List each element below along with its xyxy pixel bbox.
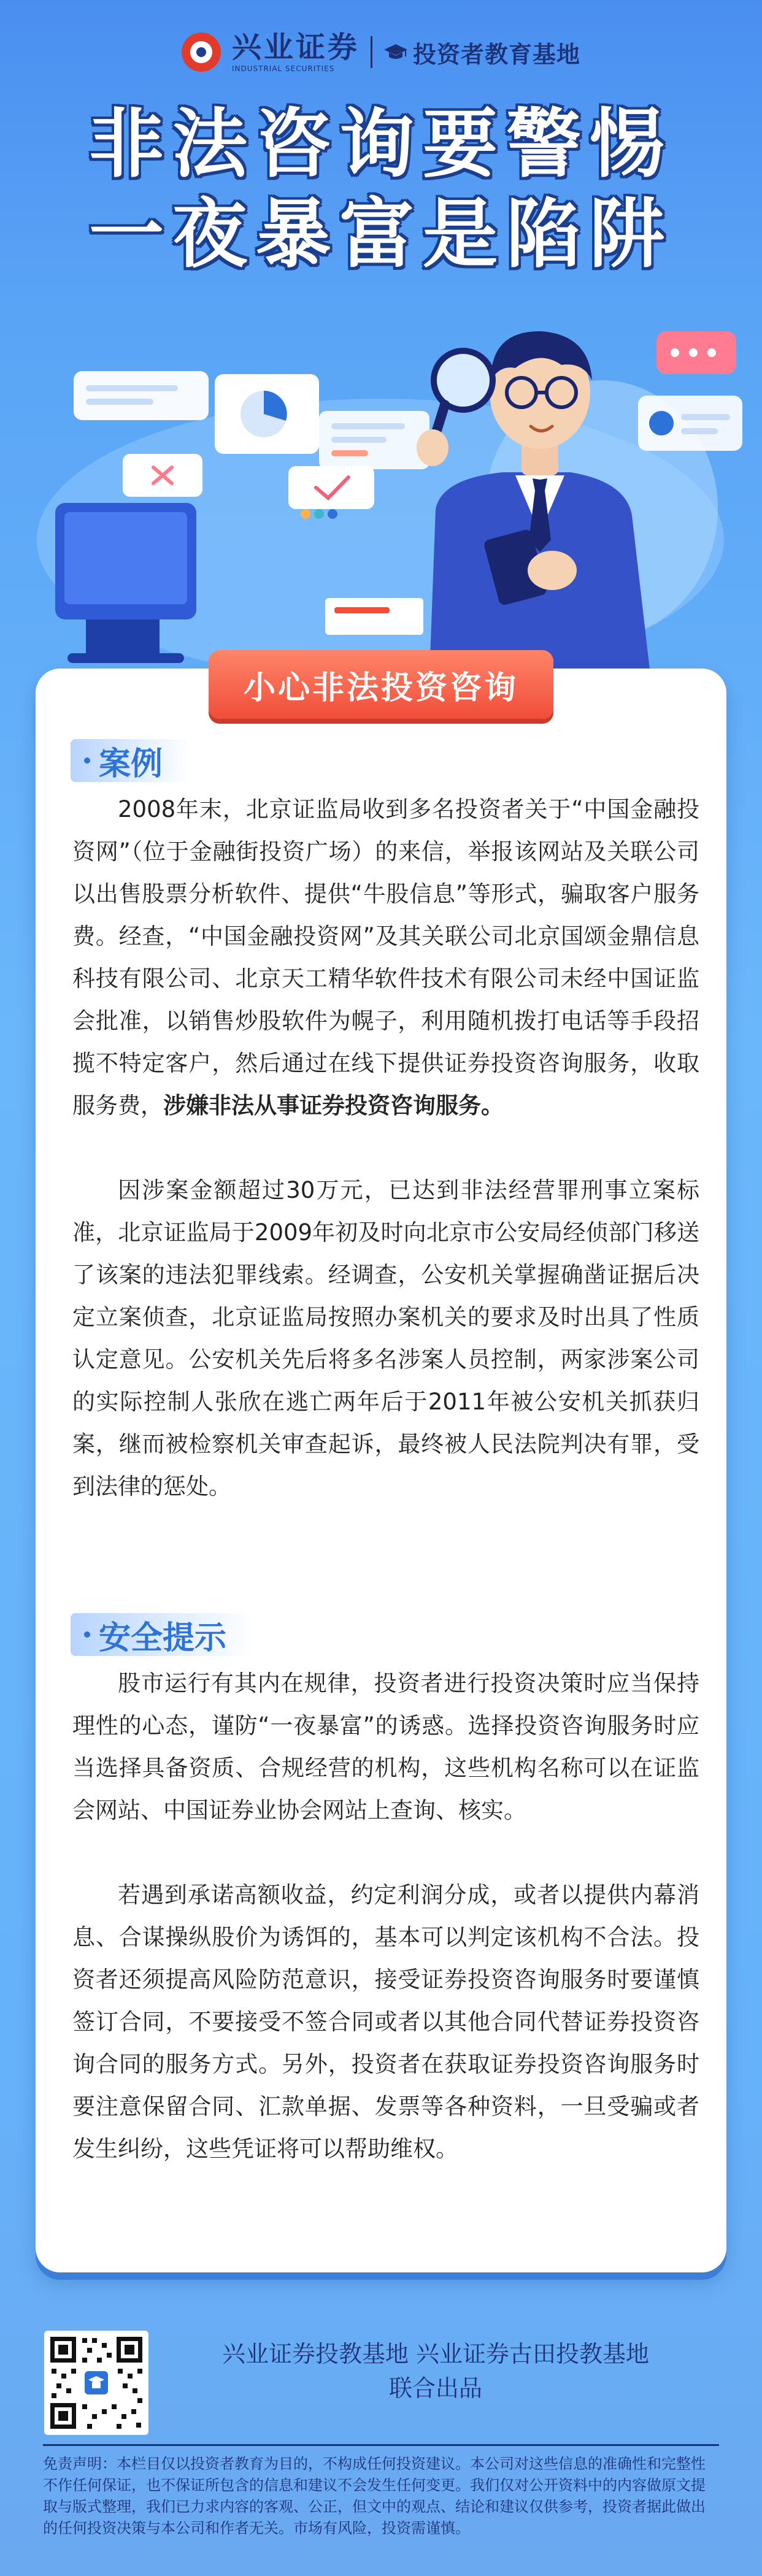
qr-code-icon [44,2331,148,2435]
stats-card-icon [319,411,429,469]
industrial-securities-logo-icon [182,33,221,72]
section-ribbon-title: 小心非法投资咨询 [209,650,553,719]
brand-divider [371,36,372,68]
book-icon [325,598,423,635]
close-card-icon [123,454,202,497]
case-paragraph-1-text: 2008年末，北京证监局收到多名投资者关于“中国金融投资网”（位于金融街投资广场）的来信，举报该网站及关联公司以出售股票分析软件、提供“牛股信息”等形式，骗取客户服务费。经查，“中国金融投资网”及其关联公司北京国颂金鼎信息科技有限公司、北京天工精华软件技术有限公司未经中国证监会批准，以销售炒股软件为幌子，利用随机拨打电话等手段招揽不特定客户，然后通过在线下提供证券投资咨询服务，收取服务费， [72,796,699,1119]
brand-name-block [232,31,360,73]
footer-orgs-line-2: 联合出品 [388,2375,482,2402]
brand-name: 兴业证券 [231,30,360,64]
headline-line-2: 一夜暴富是陷阱 [89,191,673,278]
case-title-text: 案例 [99,745,163,783]
pie-chart-card-icon [215,374,319,454]
case-paragraph-1-bold: 涉嫌非法从事证券投资咨询服务。 [163,1092,504,1119]
tips-paragraph-2: 若遇到承诺高额收益，约定利润分成，或者以提供内幕消息、合谋操纵股价为诱饵的，基本可以判定该机构不合法。投资者还须提高风险防范意识，接受证券投资咨询服务时要谨慎签订合同，不要接受不签合同或者以其他合同代替证券投资咨询合同的服务方式。另外，投资者在获取证券投资咨询服务时要注意保留合同、汇款单据、发票等各种资料，一旦受骗或者发生纠纷，这些凭证将可以帮助维权。 [72,1882,699,2162]
brand-english-name: INDUSTRIAL SECURITIES [231,64,335,73]
bullet-dot-icon [84,1631,90,1638]
graduation-cap-icon [383,43,408,61]
disclaimer-text: 免责声明：本栏目仅以投资者教育为目的，不构成任何投资建议。本公司对这些信息的准确性和完整性不作任何保证，也不保证所包含的信息和建议不会发生任何变更。我们仅对公开资料中的内容做原文提取与版式整理，我们已力求内容的客观、公正，但文中的观点、结论和建议仅供参考，投资者据此做出的任何投资决策与本公司和作者无关。市场有风险，投资需谨慎。 [43,2455,706,2537]
investor-education-base-label [383,36,580,69]
bullet-dot-icon [84,757,90,764]
headline-line-1: 非法咨询要警惕 [89,101,673,188]
tips-paragraph-1: 股市运行有其内在规律，投资者进行投资决策时应当保持理性的心态，谨防“一夜暴富”的诱惑。选择投资咨询服务时应当选择具备资质、合规经营的机构，这些机构名称可以在证监会网站、中国证券业协会网站上查询、核实。 [72,1670,699,1823]
case-section-title [71,739,191,782]
tips-title-text: 安全提示 [99,1619,227,1657]
footer-divider [43,2444,719,2446]
footer-orgs-line-1: 兴业证券投教基地 兴业证券古田投教基地 [221,2340,650,2367]
tips-section-title [71,1613,255,1656]
chat-bubble-icon [656,331,736,374]
profile-card-icon [638,396,742,451]
brand-header [0,25,762,80]
floating-chart-card-icon [74,371,209,420]
case-paragraph-2: 因涉案金额超过30万元，已达到非法经营罪刑事立案标准，北京证监局于2009年初及时向北京市公安局经侦部门移送了该案的违法犯罪线索。经调查，公安机关掌握确凿证据后决定立案侦查，北京证监局按照办案机关的要求及时出具了性质认定意见。公安机关先后将多名涉案人员控制，两家涉案公司的实际控制人张欣在逃亡两年后于2011年被公安机关抓获归案，继而被检察机关审查起诉，最终被人民法院判决有罪，受到法律的惩处。 [72,1177,699,1500]
case-paragraph-1 [72,788,699,1127]
edu-base-text: 投资者教育基地 [413,40,581,68]
footer-organizations [184,2337,687,2405]
businessman-magnifier-illustration [0,307,762,675]
